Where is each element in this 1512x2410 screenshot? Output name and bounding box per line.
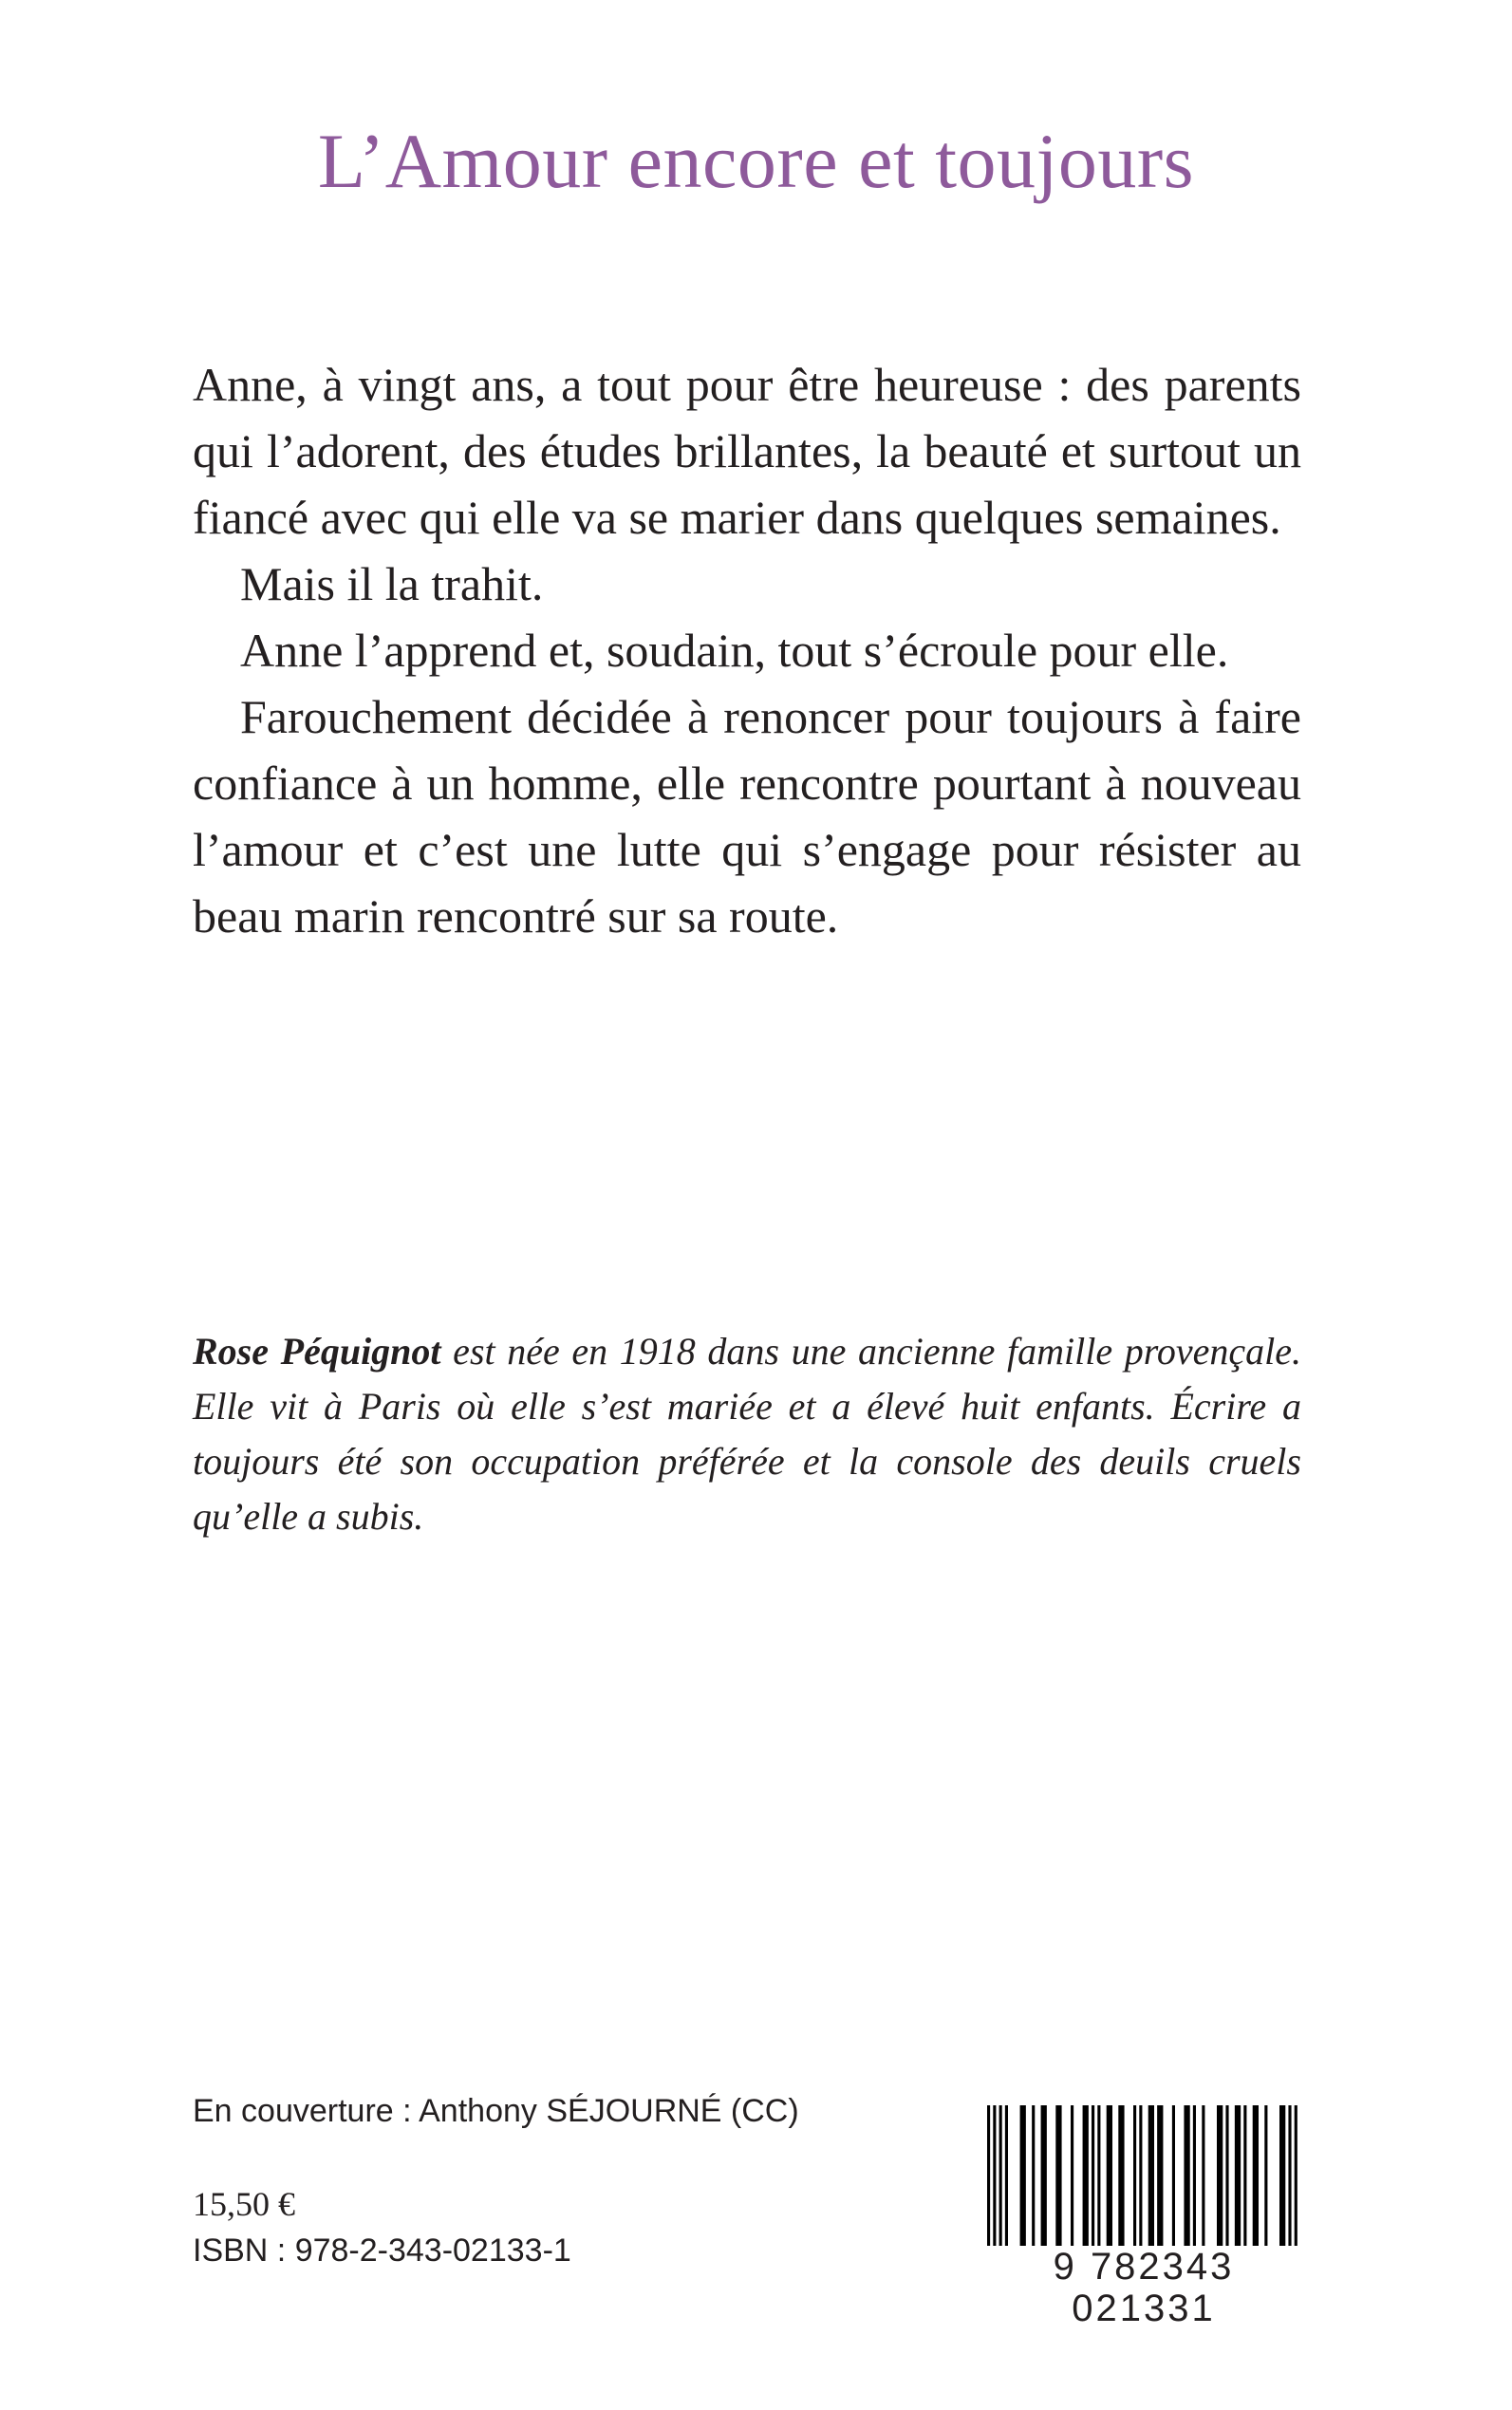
barcode-bar — [1118, 2105, 1124, 2257]
barcode-bars — [982, 2105, 1305, 2257]
blurb-paragraph-3: Anne l’apprend et, soudain, tout s’écroule pour elle. — [240, 624, 1229, 677]
barcode-bar — [1133, 2105, 1136, 2257]
author-bio-text: est née en 1918 dans une ancienne famille provençale. Elle vit à Paris où elle s’est mariée et a élevé huit enfants. Écrire a toujours été son occupation préférée et la console des deuils cruels qu’elle a subis. — [193, 1330, 1301, 1538]
book-title: L’Amour encore et toujours — [317, 118, 1195, 204]
barcode-bar — [993, 2105, 996, 2257]
barcode-bar — [1264, 2105, 1267, 2257]
barcode-bar — [1157, 2105, 1163, 2257]
barcode-bar — [1288, 2105, 1291, 2257]
blurb-paragraph-4: Farouchement décidée à renoncer pour toujours à faire confiance à un homme, elle rencontre pourtant à nouveau l’amour et c’est une lutte qui s’engage pour résister au beau marin rencontré sur sa route. — [193, 690, 1301, 943]
back-cover-blurb — [193, 351, 1301, 949]
barcode-bar — [1041, 2105, 1047, 2257]
barcode-bar — [1083, 2105, 1089, 2257]
barcode-bar — [1217, 2105, 1223, 2257]
barcode-bar — [1295, 2105, 1297, 2257]
barcode-bar — [1005, 2105, 1008, 2257]
barcode-bar — [1107, 2105, 1112, 2257]
barcode-bar — [1202, 2105, 1204, 2257]
barcode-digits: 9 782343 021331 — [982, 2246, 1305, 2329]
barcode-bar — [1020, 2105, 1026, 2257]
barcode-bar — [1225, 2105, 1228, 2257]
barcode-bar — [1243, 2105, 1246, 2257]
author-name: Rose Péquignot — [193, 1330, 441, 1373]
blurb-paragraph-1: Anne, à vingt ans, a tout pour être heureuse : des parents qui l’adorent, des études brillantes, la beauté et surtout un fiancé avec qui elle va se marier dans quelques semaines. — [193, 358, 1301, 544]
author-bio — [193, 1324, 1301, 1544]
barcode-bar — [1092, 2105, 1094, 2257]
barcode-bar — [1172, 2105, 1175, 2257]
barcode-bar — [1253, 2105, 1259, 2257]
barcode-bar — [1148, 2105, 1154, 2257]
barcode-bar — [1193, 2105, 1196, 2257]
barcode-bar — [999, 2105, 1002, 2257]
price: 15,50 € — [193, 2185, 295, 2223]
barcode-bar — [1055, 2105, 1061, 2257]
barcode-bar — [1184, 2105, 1189, 2257]
blurb-paragraph-2: Mais il la trahit. — [240, 557, 544, 610]
barcode-bar — [1032, 2105, 1035, 2257]
isbn-barcode — [982, 2105, 1305, 2329]
isbn: ISBN : 978-2-343-02133-1 — [193, 2233, 571, 2269]
barcode-bar — [987, 2105, 990, 2257]
barcode-bar — [1097, 2105, 1100, 2257]
cover-credit: En couverture : Anthony SÉJOURNÉ (CC) — [193, 2093, 799, 2129]
barcode-bar — [1071, 2105, 1073, 2257]
barcode-bar — [1279, 2105, 1285, 2257]
barcode-bar — [1139, 2105, 1142, 2257]
barcode-bar — [1235, 2105, 1241, 2257]
